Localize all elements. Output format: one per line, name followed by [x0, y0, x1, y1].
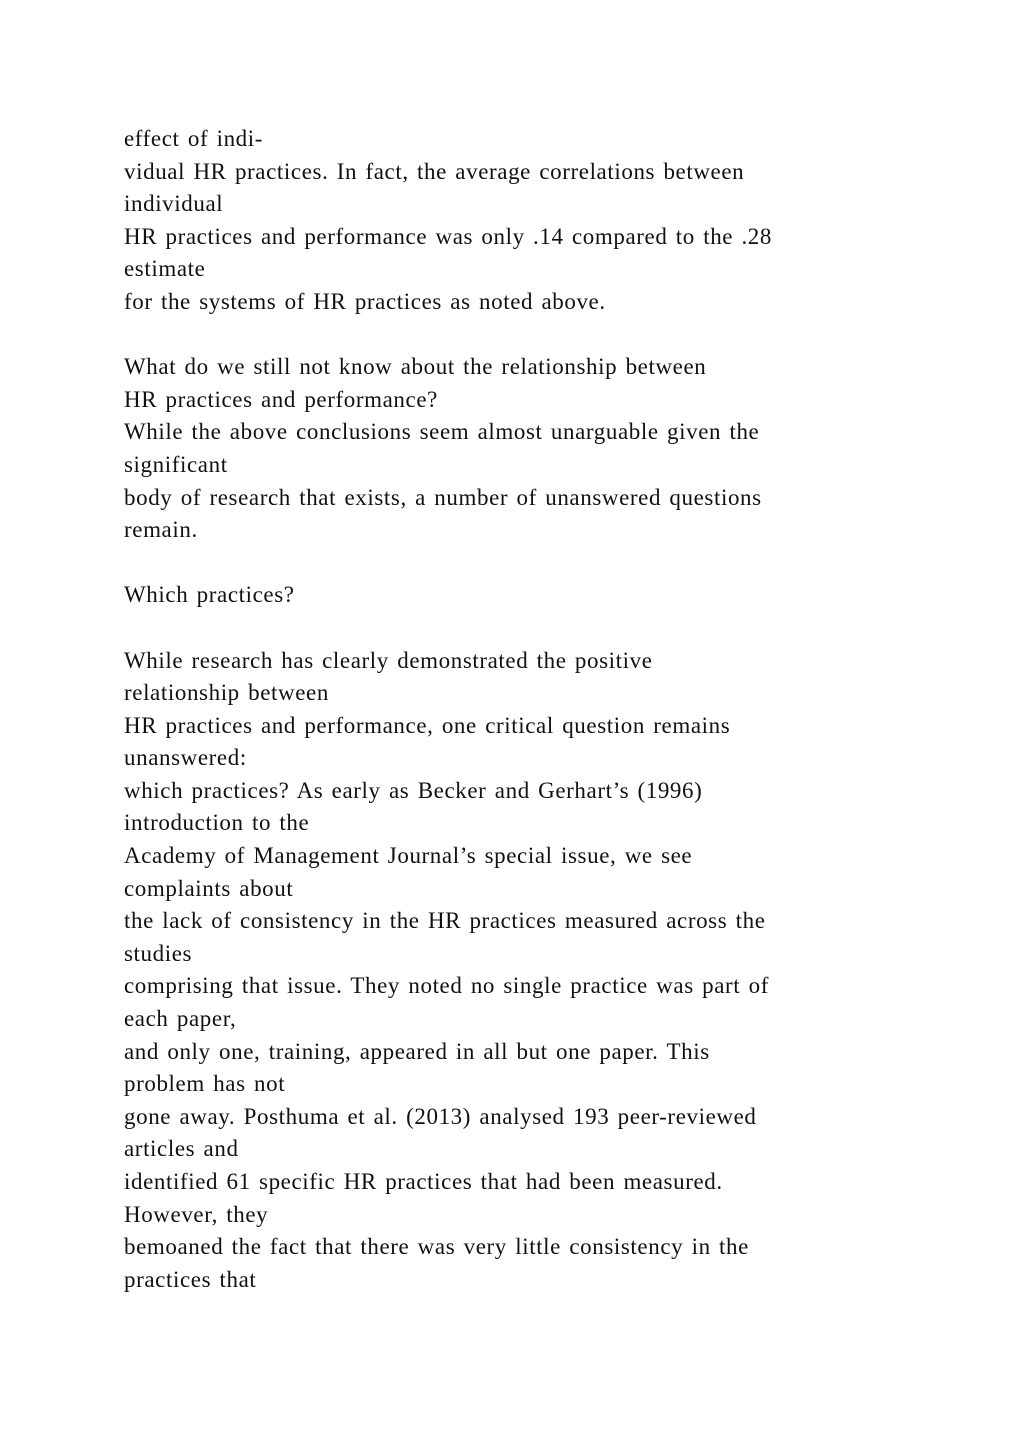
text-line: While research has clearly demonstrated the positive: [124, 647, 653, 673]
text-line: significant: [124, 451, 228, 477]
section-heading: HR practices and performance?: [124, 386, 438, 412]
text-line: complaints about: [124, 875, 294, 901]
text-line: relationship between: [124, 680, 329, 706]
text-line: each paper,: [124, 1006, 237, 1032]
text-line: studies: [124, 940, 193, 966]
text-line: HR practices and performance was only .14 compared to the .28: [124, 223, 773, 249]
blank-line: [124, 547, 924, 580]
text-line: Academy of Management Journal’s special issue, we see: [124, 843, 693, 869]
blank-line: [124, 612, 924, 645]
text-line: remain.: [124, 517, 198, 543]
text-line: comprising that issue. They noted no single practice was part of: [124, 973, 769, 999]
text-line: and only one, training, appeared in all but one paper. This: [124, 1038, 710, 1064]
section-heading: What do we still not know about the relationship between: [124, 354, 707, 380]
text-line: body of research that exists, a number of unanswered questions: [124, 484, 762, 510]
text-line: articles and: [124, 1136, 239, 1162]
blank-line: [124, 319, 924, 352]
subsection-heading: Which practices?: [124, 582, 295, 608]
text-line: which practices? As early as Becker and Gerhart’s (1996): [124, 777, 703, 803]
body-text: [124, 123, 924, 1296]
text-line: unanswered:: [124, 745, 247, 771]
text-line: bemoaned the fact that there was very little consistency in the: [124, 1234, 749, 1260]
text-line: individual: [124, 191, 224, 217]
text-line: gone away. Posthuma et al. (2013) analysed 193 peer-reviewed: [124, 1103, 757, 1129]
text-line: estimate: [124, 256, 206, 282]
text-line: the lack of consistency in the HR practices measured across the: [124, 908, 766, 934]
text-line: vidual HR practices. In fact, the average correlations between: [124, 158, 745, 184]
text-line: effect of indi-: [124, 126, 264, 151]
text-line: HR practices and performance, one critical question remains: [124, 712, 731, 738]
text-line: While the above conclusions seem almost unarguable given the: [124, 419, 760, 445]
text-line: problem has not: [124, 1071, 286, 1097]
text-line: practices that: [124, 1266, 257, 1292]
text-line: introduction to the: [124, 810, 310, 836]
text-line: for the systems of HR practices as noted above.: [124, 288, 606, 314]
text-line: However, they: [124, 1201, 269, 1227]
text-line: identified 61 specific HR practices that had been measured.: [124, 1169, 723, 1194]
